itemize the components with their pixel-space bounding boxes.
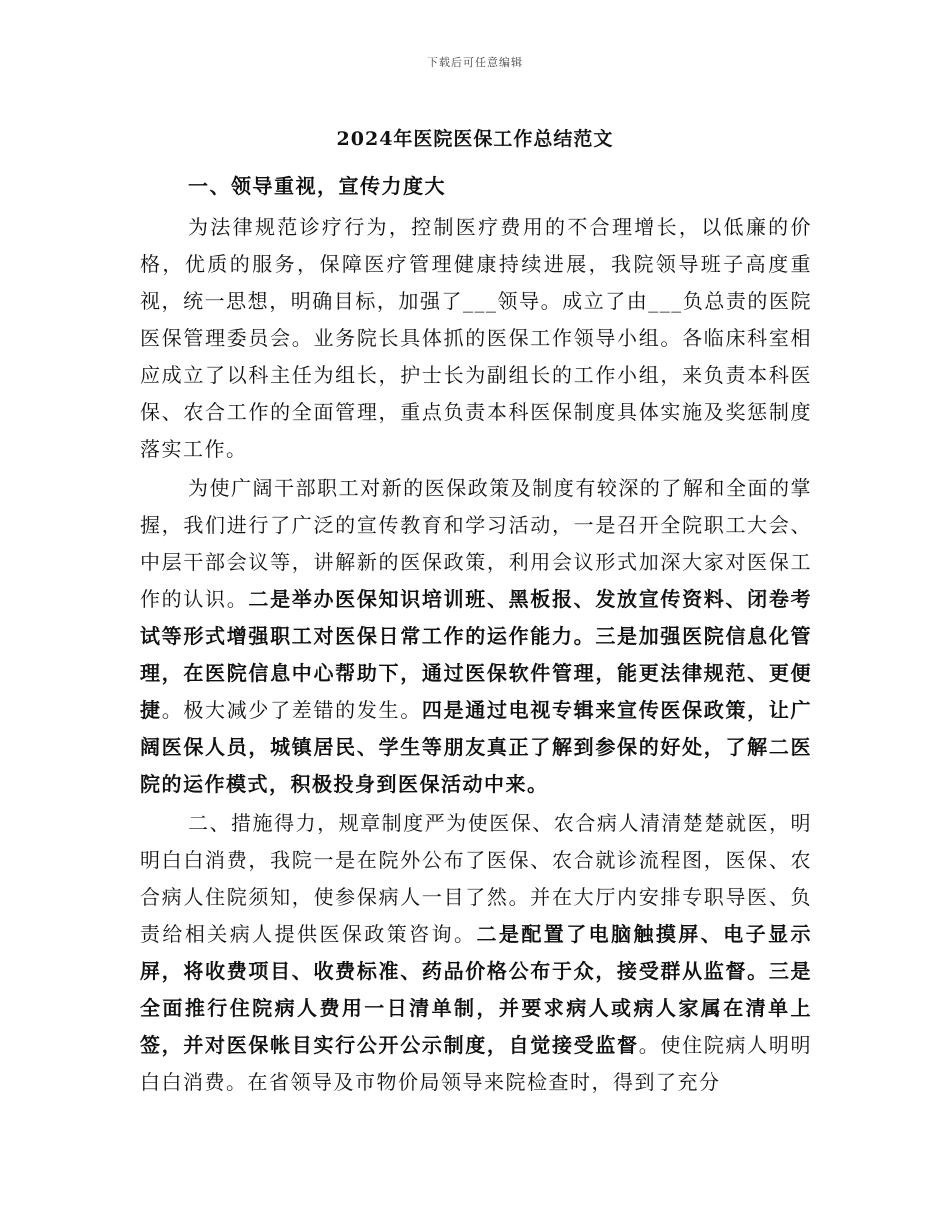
document-title: 2024年医院医保工作总结范文 [336, 128, 614, 150]
paragraph-2-bold-a: 二是举办医保知识培训班、黑板报、发放宣传资料、闭卷考试等形式增强职工对医保日常工作的运作能力。三是加强医院信息化管理，在医院信息中心帮助下，通过医保软件管理，能更法律规范、更便捷 [140, 587, 813, 722]
paragraph-2-text-b: 。极大减少了差错的发生。 [161, 698, 422, 722]
document-body [140, 168, 812, 1103]
paragraph-2 [140, 470, 812, 803]
paragraph-3-bold-a: 二是配置了电脑触摸屏、电子显示屏，将收费项目、收费标准、药品价格公布于众，接受群从监督。三是全面推行住院病人费用一日清单制，并要求病人或病人家属在清单上签，并对医保帐目实行公开公示制度，自觉接受监督 [140, 922, 813, 1057]
section-heading-1: 一、领导重视，宣传力度大 [188, 174, 446, 198]
paragraph-1: 为法律规范诊疗行为，控制医疗费用的不合理增长，以低廉的价格，优质的服务，保障医疗管理健康持续进展，我院领导班子高度重视，统一思想，明确目标，加强了___领导。成立了由___负总责的医院医保管理委员会。业务院长具体抓的医保工作领导小组。各临床科室相应成立了以科主任为组长，护士长为副组长的工作小组，来负责本科医保、农合工作的全面管理，重点负责本科医保制度具体实施及奖惩制度落实工作。 [140, 215, 812, 461]
paragraph-3-text-b: 。使住院病人明明白白消费。在省领导及市物价局领导来院检查时，得到了充分 [140, 1033, 813, 1094]
page-header-note: 下载后可任意编辑 [427, 56, 523, 69]
paragraph-3 [140, 805, 812, 1101]
paragraph-2-text-a: 为使广阔干部职工对新的医保政策及制度有较深的了解和全面的掌握，我们进行了广泛的宣传教育和学习活动，一是召开全院职工大会、中层干部会议等，讲解新的医保政策，利用会议形式加深大家对医保工作的认识。 [140, 476, 812, 611]
paragraph-2-bold-b: 四是通过电视专辑来宣传医保政策，让广阔医保人员，城镇居民、学生等朋友真正了解到参保的好处，了解二医院的运作模式，积极投身到医保活动中来。 [140, 698, 813, 796]
paragraph-3-text-a: 二、措施得力，规章制度严为使医保、农合病人清清楚楚就医，明明白白消费，我院一是在院外公布了医保、农合就诊流程图，医保、农合病人住院须知，使参保病人一目了然。并在大厅内安排专职导医、负责给相关病人提供医保政策咨询。 [140, 811, 812, 946]
